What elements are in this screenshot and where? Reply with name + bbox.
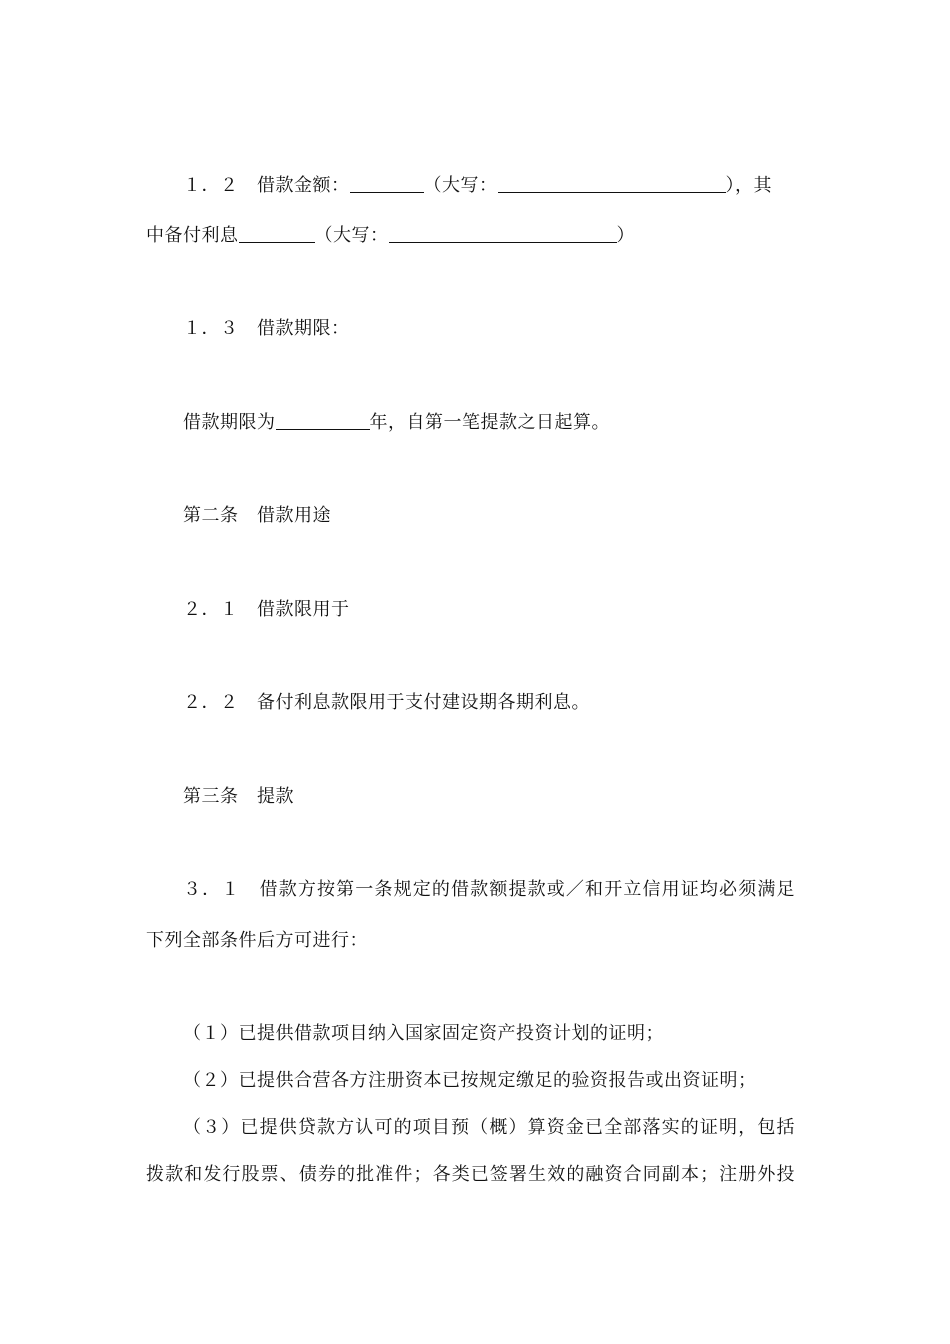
- clause-2-2: ２．２ 备付利息款限用于支付建设期各期利息。: [183, 692, 590, 713]
- loan-term-label: 借款期限为: [183, 412, 276, 433]
- clause-3-1-line-2: 下列全部条件后方可进行：: [146, 930, 368, 951]
- clause-1-2-line-1: [146, 173, 795, 199]
- loan-term-tail: 年，自第一笔提款之日起算。: [369, 412, 610, 433]
- article-3-heading: 第三条 提款: [183, 786, 294, 807]
- uppercase-label-2: （大写：: [314, 225, 389, 246]
- condition-3-line-1: （３）已提供贷款方认可的项目预（概）算资金已全部落实的证明，包括: [183, 1117, 795, 1138]
- reserve-interest-blank: [239, 224, 315, 243]
- loan-amount-uppercase-blank: [498, 174, 726, 193]
- condition-3-line-2: 拨款和发行股票、债券的批准件；各类已签署生效的融资合同副本；注册外投: [146, 1164, 795, 1185]
- loan-term-years-blank: [276, 411, 370, 430]
- condition-1: （１）已提供借款项目纳入国家固定资产投资计划的证明；: [183, 1023, 664, 1044]
- clause-1-2-label: １．２ 借款金额：: [183, 175, 350, 196]
- reserve-interest-label: 中备付利息: [146, 225, 239, 246]
- clause-1-2-tail: ），其: [725, 175, 772, 196]
- clause-1-2-close: ）: [616, 225, 635, 246]
- clause-1-2-line-2: [146, 223, 795, 249]
- condition-2: （２）已提供合营各方注册资本已按规定缴足的验资报告或出资证明；: [183, 1070, 757, 1091]
- clause-1-3: １．３ 借款期限：: [183, 318, 350, 339]
- reserve-interest-uppercase-blank: [389, 224, 617, 243]
- uppercase-label: （大写：: [423, 175, 498, 196]
- loan-term-line: [146, 410, 795, 436]
- clause-3-1-line-1: ３．１ 借款方按第一条规定的借款额提款或／和开立信用证均必须满足: [183, 879, 795, 900]
- clause-2-1: ２．１ 借款限用于: [183, 599, 350, 620]
- article-2-heading: 第二条 借款用途: [183, 505, 331, 526]
- loan-amount-blank: [350, 174, 424, 193]
